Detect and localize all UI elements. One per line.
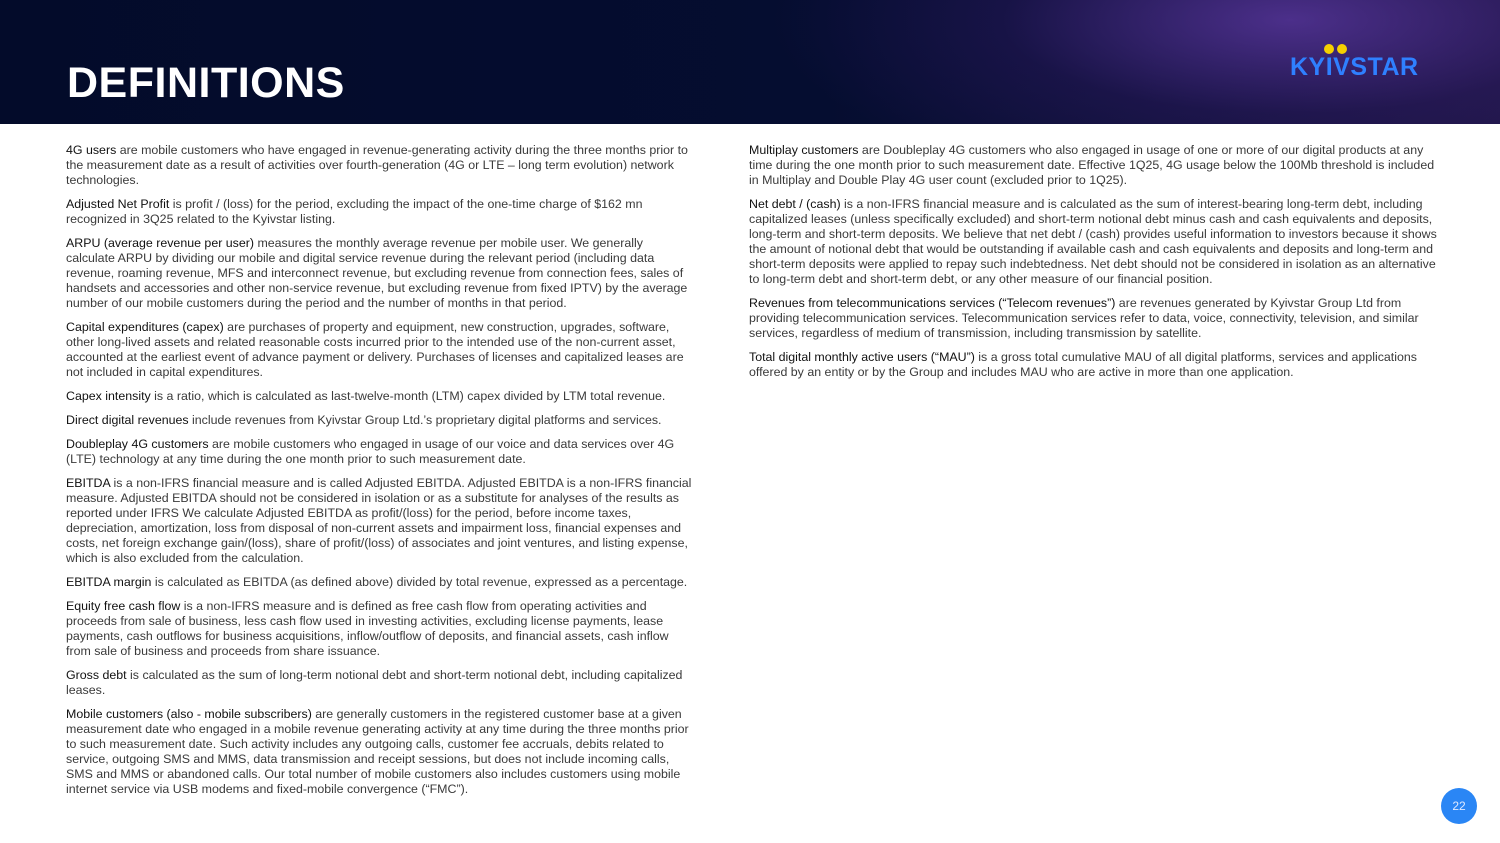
definition-term: Net debt / (cash): [749, 197, 841, 211]
definition-text: are purchases of property and equipment, new construction, upgrades, software, other long-lived assets and related reasonable costs incurred prior to the intended use of the non-current asset, accounted at the earliest event of advance payment or delivery. Purchases of licenses and capitalized leases are not included in capital expenditures.: [66, 320, 684, 379]
definition-doubleplay-4g: [66, 437, 694, 467]
definition-term: EBITDA margin: [66, 575, 152, 589]
definition-gross-debt: [66, 668, 694, 698]
definition-text: is a gross total cumulative MAU of all digital platforms, services and applications offered by an entity or by the Group and includes MAU who are active in more than one application.: [749, 350, 1417, 379]
definition-net-debt: [749, 197, 1443, 287]
definition-ebitda: [66, 476, 694, 566]
definition-term: 4G users: [66, 143, 117, 157]
definition-term: Doubleplay 4G customers: [66, 437, 209, 451]
definition-text: are mobile customers who engaged in usage of our voice and data services over 4G (LTE) technology at any time during the one month prior to such measurement date.: [66, 437, 675, 466]
definition-text: is a non-IFRS measure and is defined as free cash flow from operating activities and proceeds from sale of business, less cash flow used in investing activities, excluding license payments, lease payments, cash outflows for business acquisitions, inflow/outflow of deposits, and financial assets, cash inflow from sale of business and proceeds from share issuance.: [66, 599, 669, 658]
definition-total-digital-mau: [749, 350, 1443, 380]
definition-text: are Doubleplay 4G customers who also engaged in usage of one or more of our digital products at any time during the one month prior to such measurement date. Effective 1Q25, 4G usage below the 100Mb threshold is included in Multiplay and Double Play 4G user count (excluded prior to 1Q25).: [749, 143, 1435, 187]
definition-term: Adjusted Net Profit: [66, 197, 170, 211]
definition-text: is profit / (loss) for the period, excluding the impact of the one-time charge of $162 mn recognized in 3Q25 related to the Kyivstar listing.: [66, 197, 643, 226]
definition-direct-digital-revenues: [66, 413, 694, 428]
definitions-left-column: [66, 143, 694, 806]
definition-term: Equity free cash flow: [66, 599, 181, 613]
definition-text: is a ratio, which is calculated as last-twelve-month (LTM) capex divided by LTM total revenue.: [150, 389, 666, 403]
definition-capex: [66, 320, 694, 380]
definition-telecom-revenues: [749, 296, 1443, 341]
definition-text: include revenues from Kyivstar Group Ltd.’s proprietary digital platforms and services.: [188, 413, 662, 427]
definition-term: Total digital monthly active users (“MAU”): [749, 350, 975, 364]
definition-arpu: [66, 236, 694, 311]
definition-term: Mobile customers (also - mobile subscribers): [66, 707, 312, 721]
definition-adjusted-net-profit: [66, 197, 694, 227]
definition-text: are revenues generated by Kyivstar Group Ltd from providing telecommunication services. Telecommunication services refer to data, voice, connectivity, television, and similar services, regardless of medium of transmission, including transmission by satellite.: [749, 296, 1419, 340]
definition-term: Gross debt: [66, 668, 127, 682]
definition-text: measures the monthly average revenue per mobile user. We generally calculate ARPU by dividing our mobile and digital service revenue during the relevant period (including data revenue, roaming revenue, MFS and interconnect revenue, but excluding revenue from connection fees, sales of handsets and accessories and other non-service revenue, but excluding revenue from fixed IPTV) by the average number of our mobile customers during the period and the number of months in that period.: [66, 236, 688, 310]
definition-text: is a non-IFRS financial measure and is called Adjusted EBITDA. Adjusted EBITDA is a non-IFRS financial measure. Adjusted EBITDA should not be considered in isolation or as a substitute for analyses of the results as reported under IFRS We calculate Adjusted EBITDA as profit/(loss) for the period, before income taxes, depreciation, amortization, loss from disposal of non-current assets and impairment loss, financial expenses and costs, net foreign exchange gain/(loss), share of profit/(loss) of associates and joint ventures, and listing expense, which is also excluded from the calculation.: [66, 476, 692, 565]
definition-term: EBITDA: [66, 476, 111, 490]
definition-term: ARPU (average revenue per user): [66, 236, 255, 250]
definition-text: are generally customers in the registered customer base at a given measurement date who engaged in a mobile revenue generating activity at any time during the three months prior to such measurement date. Such activity includes any outgoing calls, customer fee accruals, debits related to service, outgoing SMS and MMS, data transmission and receipt sessions, but does not include incoming calls, SMS and MMS or abandoned calls. Our total number of mobile customers also includes customers using mobile internet service via USB modems and fixed-mobile convergence (“FMC”).: [66, 707, 689, 796]
definition-4g-users: [66, 143, 694, 188]
definition-capex-intensity: [66, 389, 694, 404]
definition-term: Capex intensity: [66, 389, 151, 403]
kyivstar-logo: [1290, 40, 1432, 82]
definition-multiplay-customers: [749, 143, 1443, 188]
definition-term: Multiplay customers: [749, 143, 859, 157]
definition-term: Direct digital revenues: [66, 413, 189, 427]
definitions-right-column: [749, 143, 1443, 389]
page-title: DEFINITIONS: [67, 59, 345, 107]
logo-wordmark: KYIVSTAR: [1290, 53, 1419, 81]
definition-mobile-customers: [66, 707, 694, 797]
definition-text: is calculated as EBITDA (as defined above) divided by total revenue, expressed as a percentage.: [151, 575, 688, 589]
definition-text: is calculated as the sum of long-term notional debt and short-term notional debt, including capitalized leases.: [66, 668, 683, 697]
definition-text: are mobile customers who have engaged in revenue-generating activity during the three months prior to the measurement date as a result of activities over fourth-generation (4G or LTE – long term evolution) network technologies.: [66, 143, 688, 187]
definition-equity-free-cash-flow: [66, 599, 694, 659]
definition-term: Revenues from telecommunications services (“Telecom revenues”): [749, 296, 1116, 310]
definition-text: is a non-IFRS financial measure and is calculated as the sum of interest-bearing long-term debt, including capitalized leases (unless specifically excluded) and short-term notional debt minus cash and cash equivalents and deposits, long-term and short-term deposits. We believe that net debt / (cash) provides useful information to investors because it shows the amount of notional debt that would be outstanding if available cash and cash equivalents and deposits and long-term and short-term deposits were applied to repay such indebtedness. Net debt should not be considered in isolation as an alternative to long-term debt and short-term debt, or any other measure of our financial position.: [749, 197, 1437, 286]
page-number-badge: 22: [1441, 788, 1477, 824]
definition-ebitda-margin: [66, 575, 694, 590]
header-banner: [0, 0, 1500, 124]
definition-term: Capital expenditures (capex): [66, 320, 224, 334]
